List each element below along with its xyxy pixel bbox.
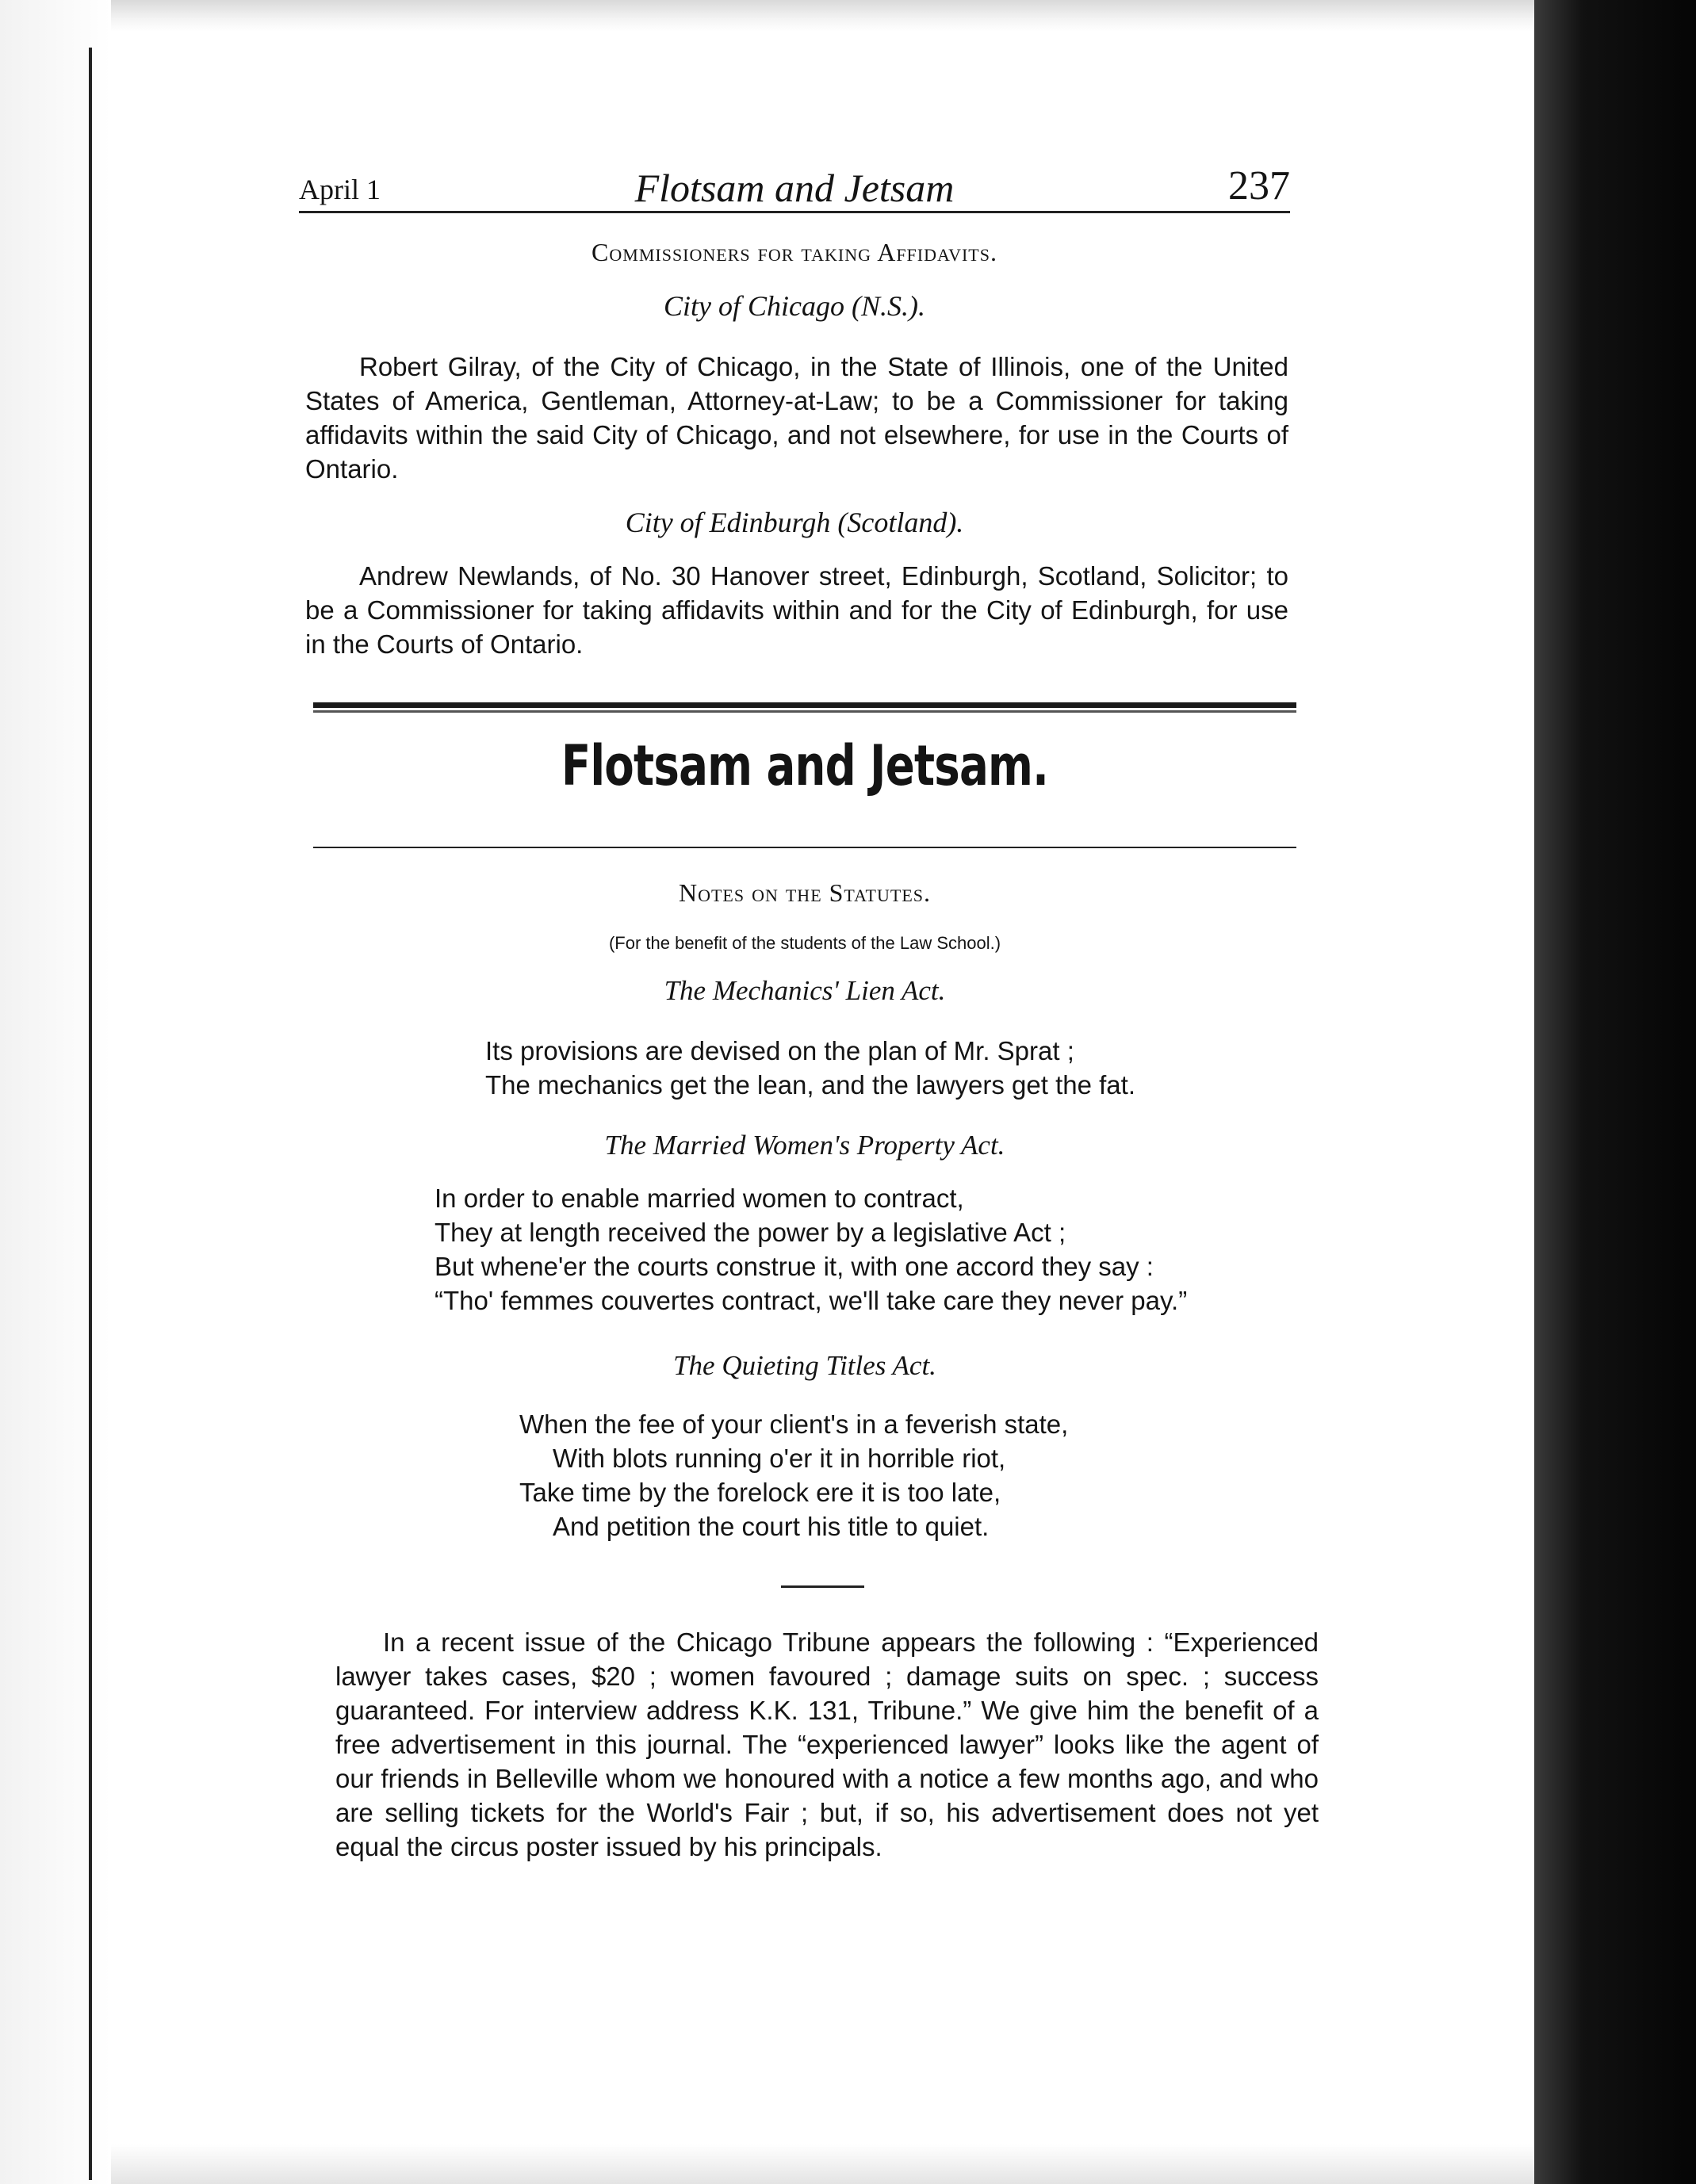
quieting-titles-title: The Quieting Titles Act. bbox=[673, 1350, 936, 1381]
section-rule-thick bbox=[313, 702, 1296, 708]
page-number: 237 bbox=[1228, 163, 1290, 208]
header-rule bbox=[299, 211, 1290, 213]
verse-line: When the fee of your client's in a feverish state, bbox=[519, 1409, 1069, 1439]
header-date: April 1 bbox=[299, 174, 381, 205]
mechanics-title: The Mechanics' Lien Act. bbox=[664, 975, 946, 1006]
mechanics-verse bbox=[485, 1034, 1135, 1102]
scan-left-edge bbox=[0, 0, 111, 2184]
chicago-item-paragraph: In a recent issue of the Chicago Tribune appears the following : “Experienced lawyer takes cases, $20 ; women favoured ; damage suits on spec. ; success guaranteed. For interview address K.K. 131, Tribune.” We give him the benefit of a free advertisement in this journal. The “experienced lawyer” looks like the agent of our friends in Belleville whom we honoured with a notice a few months ago, and who are selling tickets for the World's Fair ; but, if so, his advertisement does not yet equal the circus poster issued by his principals. bbox=[335, 1627, 1319, 1861]
running-head bbox=[299, 155, 1290, 212]
scan-top-edge bbox=[0, 0, 1534, 32]
chicago-subheading: City of Chicago (N.S.). bbox=[664, 290, 925, 322]
verse-line: But whene'er the courts construe it, with one accord they say : bbox=[435, 1252, 1154, 1281]
book-spine-line bbox=[89, 48, 92, 2180]
section-rule-double bbox=[313, 710, 1296, 713]
verse-line: Take time by the forelock ere it is too late, bbox=[519, 1478, 1001, 1507]
commissioners-heading: Commissioners for taking Affidavits. bbox=[591, 238, 997, 266]
scan-bottom-edge bbox=[111, 2144, 1534, 2184]
edinburgh-paragraph: Andrew Newlands, of No. 30 Hanover street, Edinburgh, Scotland, Solicitor; to be a Commissioner for taking affidavits within and for the City of Edinburgh, for use in the Courts of Ontario. bbox=[305, 561, 1288, 659]
notes-heading: Notes on the Statutes. bbox=[678, 878, 931, 907]
quieting-titles-verse bbox=[519, 1407, 1068, 1543]
short-rule bbox=[781, 1585, 864, 1588]
verse-line: The mechanics get the lean, and the lawyers get the fat. bbox=[485, 1070, 1135, 1100]
married-women-verse bbox=[435, 1181, 1187, 1318]
notes-note: (For the benefit of the students of the Law School.) bbox=[608, 933, 1001, 953]
married-women-title: The Married Women's Property Act. bbox=[604, 1130, 1005, 1161]
verse-line: They at length received the power by a legislative Act ; bbox=[435, 1218, 1066, 1247]
section-title: Flotsam and Jetsam. bbox=[561, 733, 1049, 798]
scan-right-edge bbox=[1534, 0, 1696, 2184]
section-rule-thin bbox=[313, 847, 1296, 848]
chicago-paragraph: Robert Gilray, of the City of Chicago, in the State of Illinois, one of the United States of America, Gentleman, Attorney-at-Law; to be a Commissioner for taking affidavits within the said City of Chicago, and not elsewhere, for use in the Courts of Ontario. bbox=[305, 352, 1288, 484]
verse-line: With blots running o'er it in horrible riot, bbox=[553, 1444, 1006, 1473]
verse-line: In order to enable married women to contract, bbox=[435, 1184, 964, 1213]
verse-line: And petition the court his title to quiet. bbox=[553, 1512, 990, 1541]
edinburgh-subheading: City of Edinburgh (Scotland). bbox=[625, 507, 964, 538]
verse-line: Its provisions are devised on the plan of Mr. Sprat ; bbox=[485, 1036, 1074, 1065]
verse-line: “Tho' femmes couvertes contract, we'll take care they never pay.” bbox=[435, 1286, 1188, 1315]
header-title: Flotsam and Jetsam bbox=[634, 166, 955, 210]
